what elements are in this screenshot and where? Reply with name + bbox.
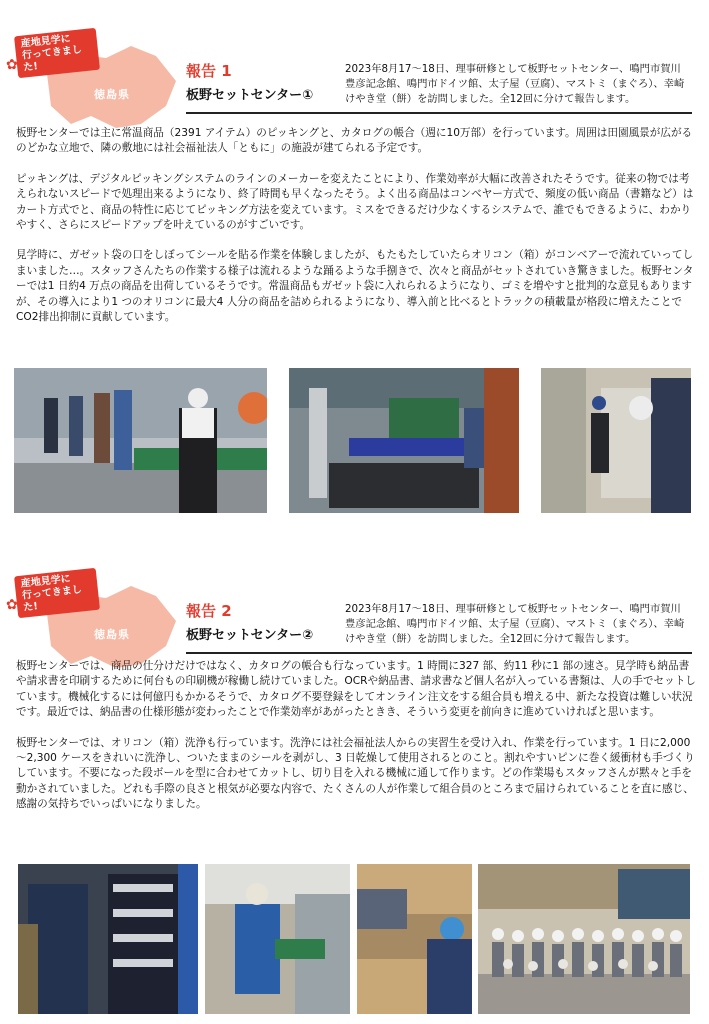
paragraph: 板野センターでは主に常温商品（2391 アイテム）のピッキングと、カタログの帳合（週に10万部）を行っています。周囲は田園風景が広がるのどかな立地で、隣の敷地には社会福祉法人「ともに」の施設が建てられる予定です。 <box>16 127 693 155</box>
paragraph: 見学時に、ガゼット袋の口をしぼってシールを貼る作業を体験しましたが、もたもたしていたらオリコン（箱）がコンベアーで流れていってしまいました…。スタッフさんたちの作業する様子は流れるような踊るような手捌きで、次々と商品がセットされていき驚きました。板野センターでは1 日約4 万点の商品を出荷しているそうです。常温商品もガゼット袋に入れられるようになり、ゴミを増やすと批判的な意見もありますが、その導入により1 つのオリコンに最大4 人分の商品を詰められるようになり、導入前と比べるとトラックの積載量が格段に増えたことでCO2排出抑制に貢献しています。 <box>16 249 694 324</box>
header-divider <box>186 112 692 114</box>
paragraph: 板野センターでは、オリコン（箱）洗浄も行っています。洗浄には社会福祉法人からの実習生を受け入れ、作業を行っています。1 日に2,000～2,300 ケースをきれいに洗浄し、ついたままのシールを剥がし、3 日乾燥して使用されるとのこと。割れやすいピンに巻く緩衝材も手づくりしています。不要になった段ボールを型に合わせてカットし、切り目を入れる機械に通して作ります。どの作業場もスタッフさんが黙々と手を動かされていました。どれも手際の良さと根気が必要な内容で、たくさんの人が作業して組合員のところまで届けられていることを直に感じ、感謝の気持ちでいっぱいになりました。 <box>16 736 695 811</box>
report-number: 報告 2 <box>186 602 232 620</box>
photo-cushion-making <box>357 864 472 1014</box>
visit-badge: 産地見学に 行ってきました! <box>14 568 100 618</box>
photo-crate-washing <box>205 864 350 1014</box>
photo-cart-picking <box>541 368 691 513</box>
prefecture-label: 徳島県 <box>94 88 130 101</box>
article-body <box>16 659 696 813</box>
flower-icon: ✿ <box>6 597 18 613</box>
paragraph: 板野センターでは、商品の仕分けだけではなく、カタログの帳合も行なっています。1 時間に327 部、約11 秒に1 部の速さ。見学時も納品書や請求書を印刷するために何台もの印刷機が稼働し続けていました。OCRや納品書、請求書など個人名が入っている書類は、人の手でセットしています。機械化するには何億円もかかるそうで、カタログ不要登録をしてオンライン注文をする組合員も増える中、新たな投資は難しい状況です。最近では、納品書の仕様形態が変わったことで作業効率があがったときき、そういう変更を前向きに進めていければと思います。 <box>16 660 696 719</box>
header-divider <box>186 652 692 654</box>
report-number: 報告 1 <box>186 62 232 80</box>
visit-summary: 2023年8月17～18日、理事研修として板野セットセンター、鳴門市賀川豊彦記念館、鳴門市ドイツ館、太子屋（豆腐）、マストミ（まぐろ）、幸崎けやき堂（餅）を訪問しました。全12回に分けて報告します。 <box>345 63 685 105</box>
visit-summary: 2023年8月17～18日、理事研修として板野セットセンター、鳴門市賀川豊彦記念館、鳴門市ドイツ館、太子屋（豆腐）、マストミ（まぐろ）、幸崎けやき堂（餅）を訪問しました。全12回に分けて報告します。 <box>345 603 685 645</box>
photo-group <box>478 864 690 1014</box>
visit-badge: 産地見学に 行ってきました! <box>14 28 100 78</box>
photo-conveyor <box>289 368 519 513</box>
report-section-2 <box>0 540 709 1024</box>
flower-icon: ✿ <box>6 57 18 73</box>
photo-picking-line <box>14 368 267 513</box>
article-body <box>16 126 696 325</box>
paragraph: ピッキングは、デジタルピッキングシステムのラインのメーカーを変えたことにより、作業効率が大幅に改善されたそうです。従来の物では考えられないスピードで処理出来るようになり、終了時間も早くなったそう。よく出る商品はコンベヤー方式で、頻度の低い商品（書籍など）はカート方式でと、商品の特性に応じてピッキング方法を変えています。ミスをできるだけ少なくするシステムで、誰でもできるように、わかりやすく、さらにスピードアップを叶えているのがすごいです。 <box>16 172 694 232</box>
photo-printers <box>18 864 198 1014</box>
report-title: 板野セットセンター② <box>186 628 314 643</box>
report-title: 板野セットセンター① <box>186 88 314 103</box>
prefecture-label: 徳島県 <box>94 628 130 641</box>
